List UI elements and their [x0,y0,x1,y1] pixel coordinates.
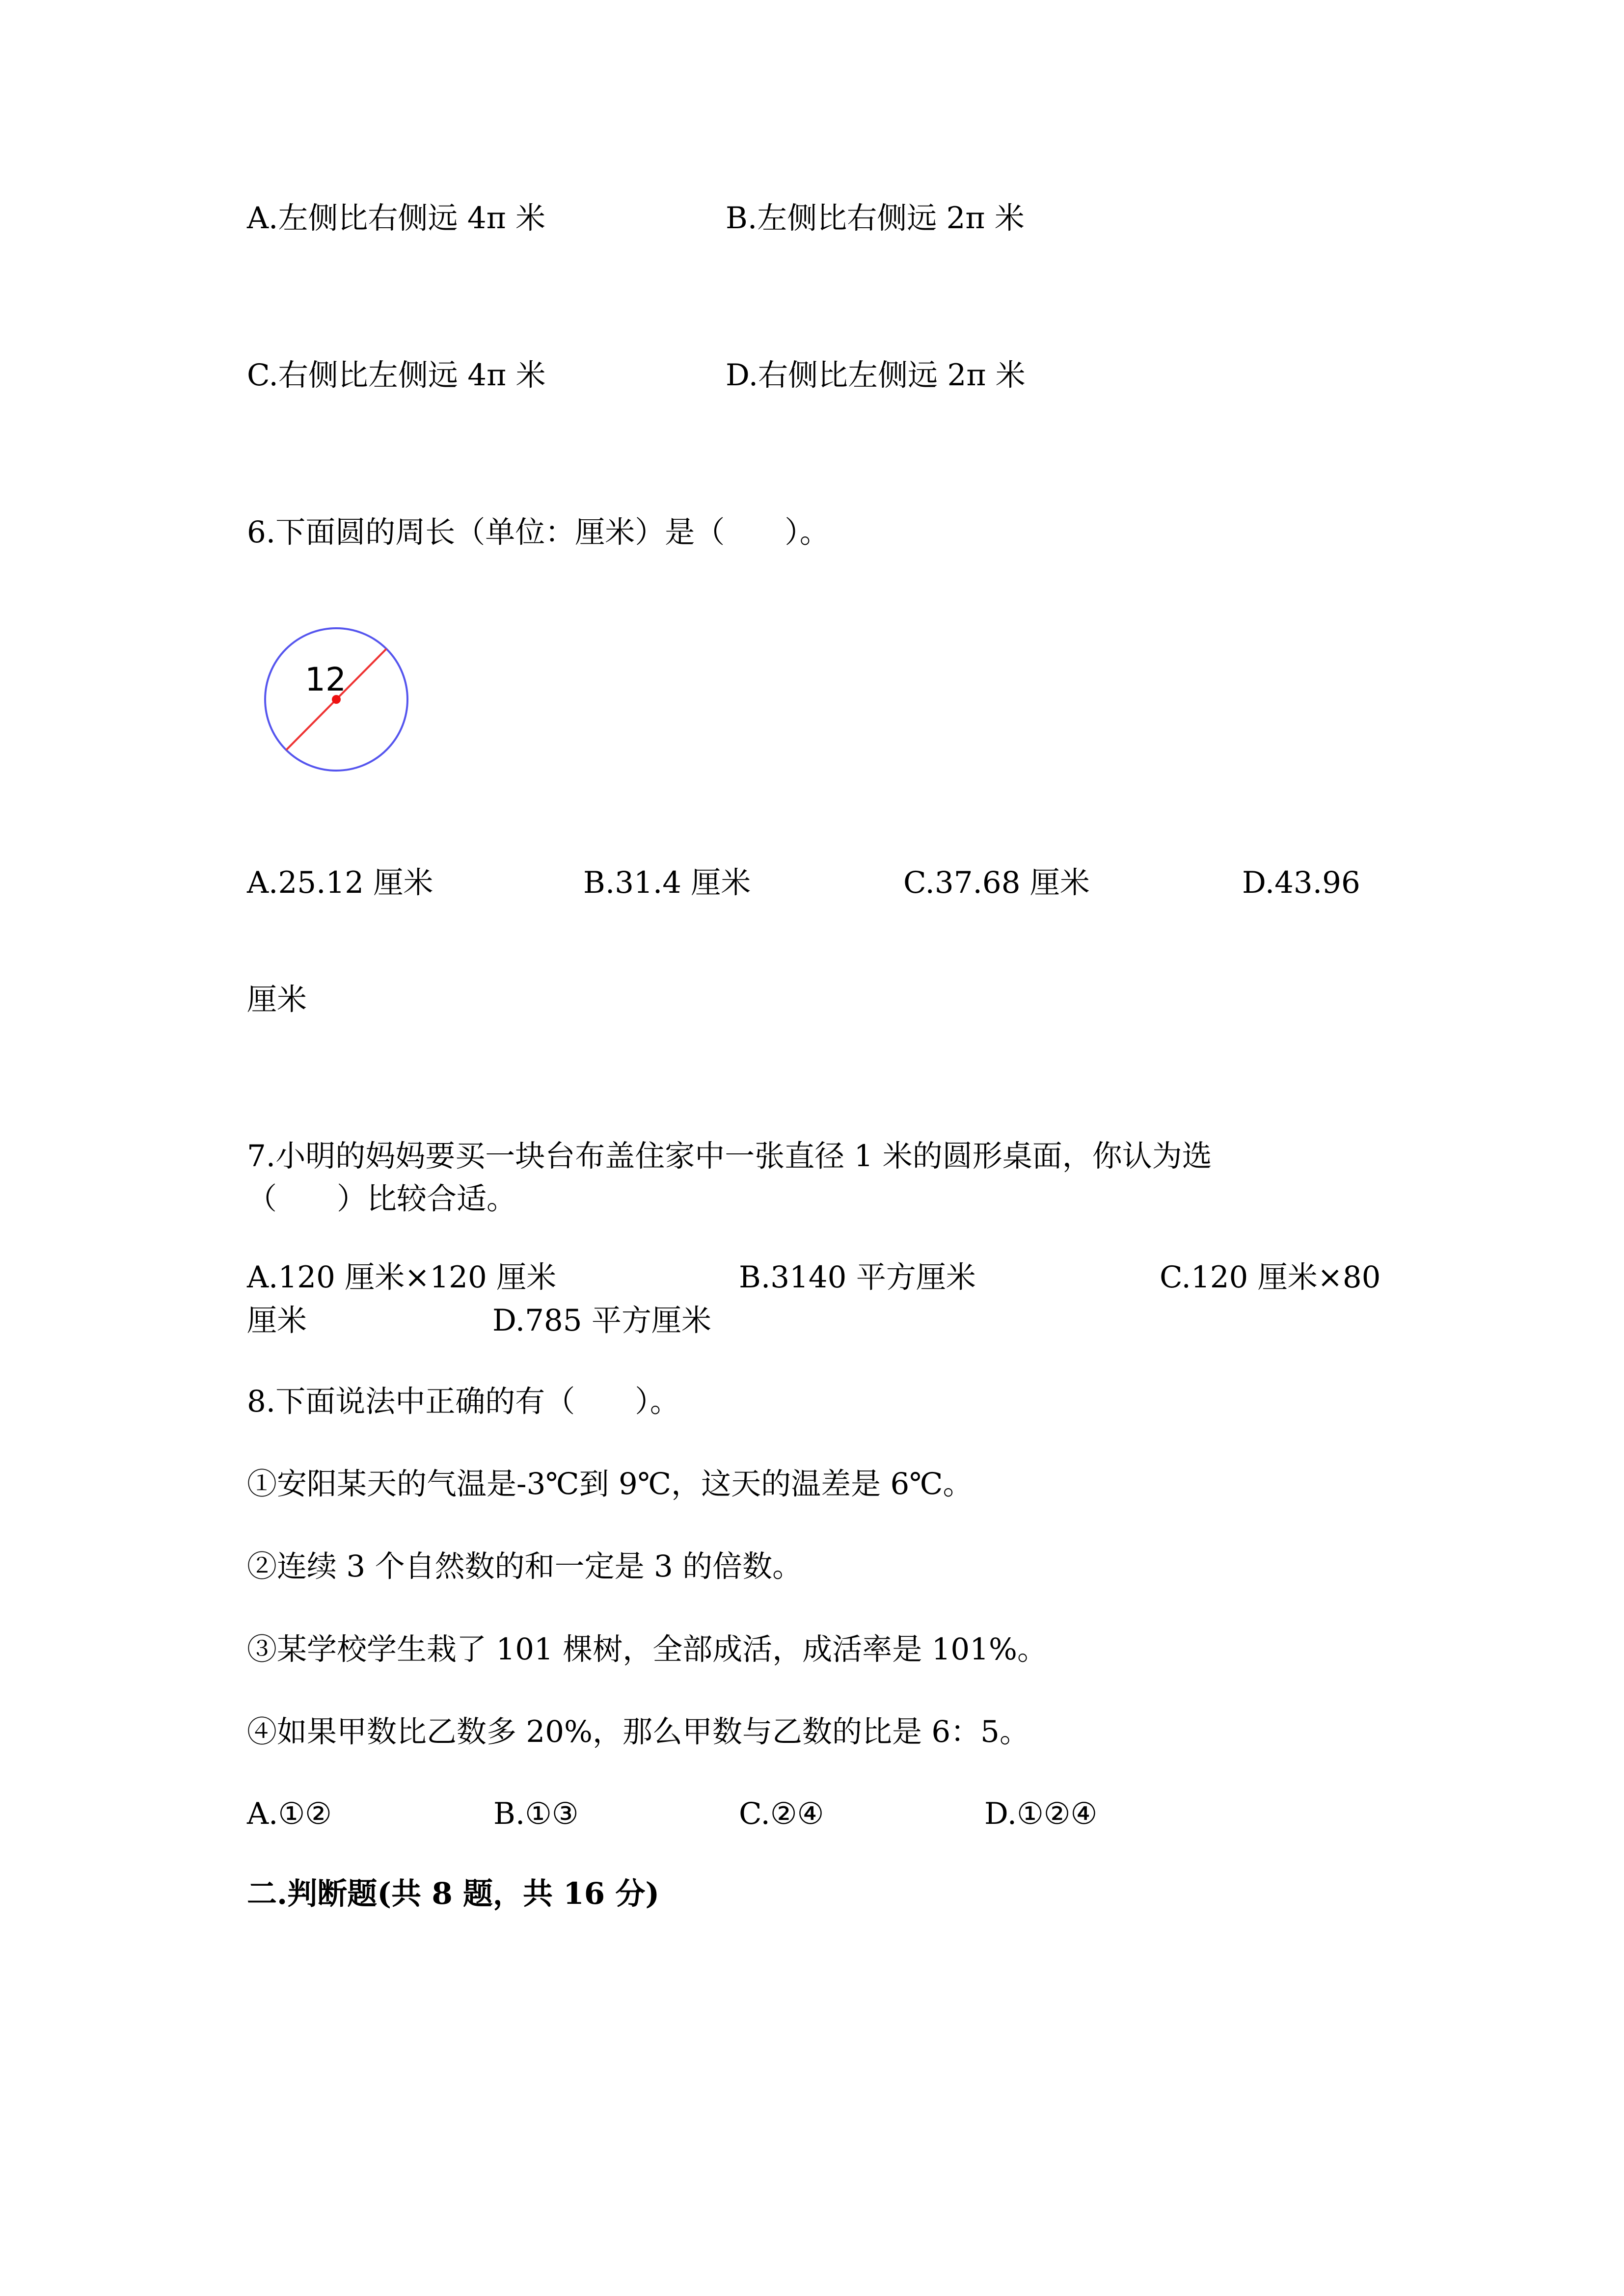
q7-stem-line1: 7.小明的妈妈要买一块台布盖住家中一张直径 1 米的圆形桌面，你认为选 [247,1139,1212,1174]
q7-option-c-wrap: 厘米 [247,1303,307,1338]
q5-option-d: D.右侧比左侧远 2π 米 [726,358,1026,393]
q6-option-b: B.31.4 厘米 [583,865,751,900]
q8-option-d: D.①②④ [984,1796,1098,1831]
q8-statement-2: ②连续 3 个自然数的和一定是 3 的倍数。 [247,1549,803,1584]
q6-option-a: A.25.12 厘米 [247,865,433,900]
circle-diagram [255,618,417,780]
q8-statement-4: ④如果甲数比乙数多 20%，那么甲数与乙数的比是 6：5。 [247,1714,1029,1749]
diameter-label: 12 [305,661,346,698]
q8-statement-3: ③某学校学生栽了 101 棵树，全部成活，成活率是 101%。 [247,1632,1047,1667]
q5-option-b: B.左侧比右侧远 2π 米 [726,201,1025,236]
q7-option-b: B.3140 平方厘米 [739,1260,976,1295]
q8-stem: 8.下面说法中正确的有（ ）。 [247,1384,680,1419]
section-heading-judgment: 二.判断题(共 8 题，共 16 分) [247,1876,660,1911]
q6-option-d: D.43.96 [1242,865,1360,900]
q8-option-b: B.①③ [493,1796,579,1831]
q8-option-c: C.②④ [739,1796,824,1831]
q7-option-c: C.120 厘米×80 [1160,1260,1381,1295]
q7-option-d: D.785 平方厘米 [492,1303,711,1338]
q8-option-a: A.①② [247,1796,332,1831]
q5-option-a: A.左侧比右侧远 4π 米 [247,201,546,236]
q5-option-c: C.右侧比左侧远 4π 米 [247,358,546,393]
q7-stem-line2: （ ）比较合适。 [247,1181,517,1216]
q8-statement-1: ①安阳某天的气温是-3℃到 9℃，这天的温差是 6℃。 [247,1467,973,1501]
q6-option-c: C.37.68 厘米 [903,865,1090,900]
q6-option-d-wrap: 厘米 [247,982,307,1017]
q6-stem: 6.下面圆的周长（单位：厘米）是（ ）。 [247,515,830,550]
q7-option-a: A.120 厘米×120 厘米 [247,1260,557,1295]
